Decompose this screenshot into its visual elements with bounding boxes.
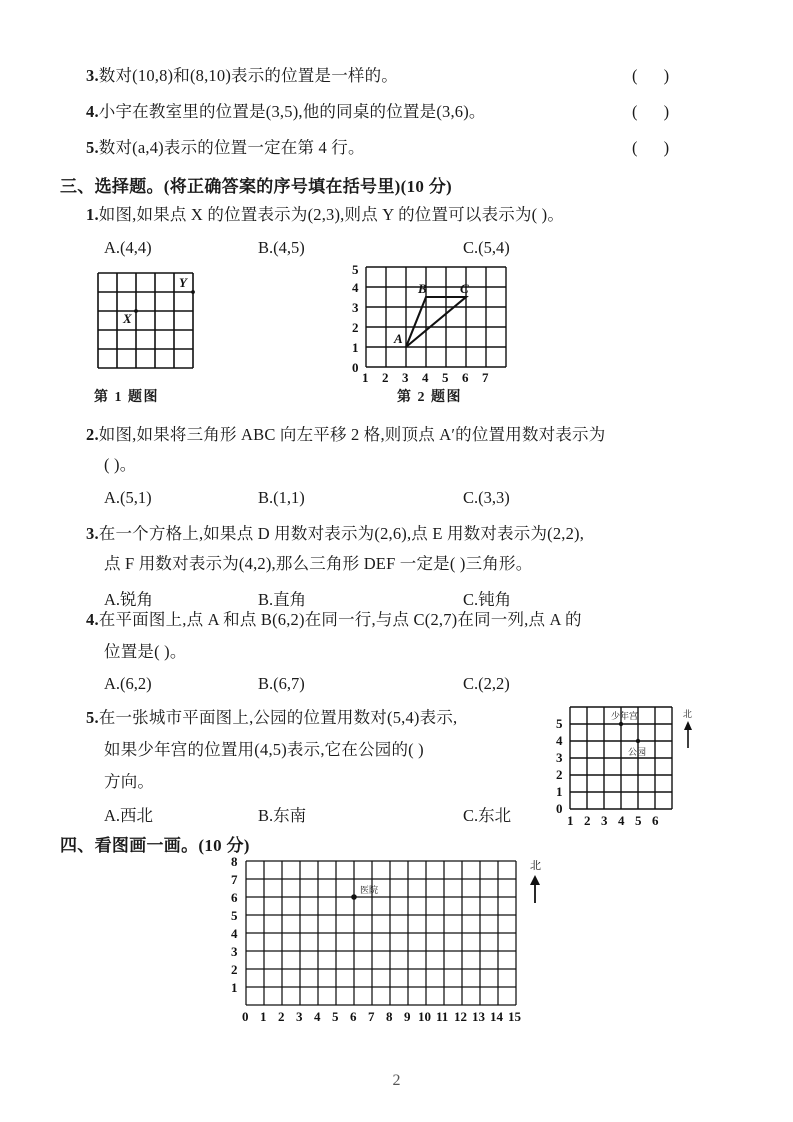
tf-item-3-number: 3.: [86, 66, 99, 85]
choice-q3-option-a[interactable]: A.锐角: [104, 590, 154, 609]
figure-5-park-dot: [636, 739, 640, 743]
figure-draw-xtick-8: 8: [386, 1009, 393, 1024]
figure-draw-xtick-0: 0: [242, 1009, 249, 1024]
choice-q3-number: 3.: [86, 524, 99, 543]
figure-draw-xtick-14: 14: [490, 1009, 503, 1024]
figure-draw-xtick-2: 2: [278, 1009, 285, 1024]
figure-2-vertex-a-label: A: [394, 331, 403, 346]
figure-draw-xtick-13: 13: [472, 1009, 485, 1024]
choice-q2-option-a[interactable]: A.(5,1): [104, 488, 152, 507]
figure-5-youth-palace-label: 少年宫: [611, 712, 639, 722]
tf-item-5: [86, 138, 365, 158]
choice-q4-option-b[interactable]: B.(6,7): [258, 674, 305, 693]
choice-q1-option-b[interactable]: B.(4,5): [258, 238, 305, 257]
figure-draw-ytick-2: 2: [231, 962, 238, 977]
figure-draw-xtick-12: 12: [454, 1009, 467, 1024]
figure-draw-xtick-10: 10: [418, 1009, 431, 1024]
choice-q1-option-a[interactable]: A.(4,4): [104, 238, 152, 257]
choice-q1-text: 如图,如果点 X 的位置表示为(2,3),则点 Y 的位置可以表示为( )。: [98, 205, 565, 224]
figure-draw-xtick-7: 7: [368, 1009, 375, 1024]
choice-q2-line-1: [86, 425, 605, 445]
figure-2-xtick-2: 2: [382, 370, 389, 383]
figure-5-north-arrow: [684, 721, 692, 748]
tf-item-4-answer-box[interactable]: ( ): [632, 102, 681, 121]
choice-q1-number: 1.: [86, 205, 99, 224]
figure-5-xtick-3: 3: [601, 813, 608, 828]
figure-5-city-grid: [550, 703, 740, 838]
tf-item-4-number: 4.: [86, 102, 99, 121]
figure-1-grid: [96, 271, 206, 371]
figure-5-xtick-5: 5: [635, 813, 642, 828]
figure-2-xtick-4: 4: [422, 370, 429, 383]
figure-2-xtick-1: 1: [362, 370, 369, 383]
figure-5-ytick-4: 4: [556, 733, 563, 748]
page-number: 2: [392, 1072, 401, 1089]
section-3-heading: 三、选择题。(将正确答案的序号填在括号里)(10 分): [60, 177, 452, 196]
choice-q4-text-1: 在平面图上,点 A 和点 B(6,2)在同一行,与点 C(2,7)在同一列,点 A 的: [98, 610, 582, 629]
figure-2-vertex-b-label: B: [418, 281, 427, 296]
choice-q4-number: 4.: [86, 610, 99, 629]
figure-draw-hospital-label: 医院: [360, 886, 379, 896]
tf-item-4: [86, 102, 486, 122]
figure-2-ytick-1: 1: [352, 340, 359, 355]
choice-q4-option-c[interactable]: C.(2,2): [463, 674, 510, 693]
figure-draw-grid[interactable]: [218, 855, 558, 1040]
choice-q2-line-2[interactable]: ( )。: [104, 455, 137, 474]
figure-draw-xtick-1: 1: [260, 1009, 267, 1024]
choice-q5-option-c[interactable]: C.东北: [463, 806, 512, 825]
choice-q5-line-1: [86, 708, 457, 728]
figure-1-point-y-label: Y: [179, 275, 187, 290]
figure-draw-xtick-9: 9: [404, 1009, 411, 1024]
choice-q3-line-2[interactable]: 点 F 用数对表示为(4,2),那么三角形 DEF 一定是( )三角形。: [104, 554, 533, 573]
choice-q1-line-1: [86, 205, 564, 225]
tf-item-3: [86, 66, 398, 86]
figure-2-xtick-3: 3: [402, 370, 409, 383]
figure-5-xtick-2: 2: [584, 813, 591, 828]
choice-q4-line-2[interactable]: 位置是( )。: [104, 642, 187, 661]
figure-1-point-x-dot: [134, 309, 138, 313]
figure-5-xtick-6: 6: [652, 813, 659, 828]
choice-q4-option-a[interactable]: A.(6,2): [104, 674, 152, 693]
choice-q5-line-2[interactable]: 如果少年宫的位置用(4,5)表示,它在公园的( ): [104, 740, 424, 759]
choice-q3-option-c[interactable]: C.钝角: [463, 590, 512, 609]
choice-q5-number: 5.: [86, 708, 99, 727]
figure-draw-ytick-3: 3: [231, 944, 238, 959]
figure-draw-ytick-1: 1: [231, 980, 238, 995]
figure-draw-hospital-dot: [351, 894, 357, 900]
figure-1-point-x-label: X: [123, 311, 132, 326]
tf-item-5-text: 数对(a,4)表示的位置一定在第 4 行。: [98, 138, 365, 157]
section-4-heading: 四、看图画一画。(10 分): [60, 836, 250, 855]
choice-q5-line-3: 方向。: [104, 772, 155, 791]
figure-5-park-label: 公园: [628, 748, 647, 758]
figure-draw-xtick-6: 6: [350, 1009, 357, 1024]
figure-2-caption: 第 2 题图: [397, 390, 462, 405]
figure-1-point-y-dot: [191, 290, 195, 294]
tf-item-3-answer-box[interactable]: ( ): [632, 66, 681, 85]
tf-item-4-text: 小宇在教室里的位置是(3,5),他的同桌的位置是(3,6)。: [98, 102, 486, 121]
choice-q2-number: 2.: [86, 425, 99, 444]
choice-q5-option-a[interactable]: A.西北: [104, 806, 154, 825]
figure-5-ytick-3: 3: [556, 750, 563, 765]
figure-5-youth-palace-dot: [619, 722, 623, 726]
figure-draw-ytick-6: 6: [231, 890, 238, 905]
figure-2-ytick-3: 3: [352, 300, 359, 315]
figure-draw-xtick-11: 11: [436, 1009, 449, 1024]
figure-2-ytick-4: 4: [352, 280, 359, 295]
figure-5-ytick-1: 1: [556, 784, 563, 799]
figure-2-xtick-5: 5: [442, 370, 449, 383]
figure-draw-xtick-4: 4: [314, 1009, 321, 1024]
choice-q5-option-b[interactable]: B.东南: [258, 806, 307, 825]
figure-draw-ytick-4: 4: [231, 926, 238, 941]
figure-2-ytick-2: 2: [352, 320, 359, 335]
figure-2-ytick-5: 5: [352, 263, 359, 277]
figure-2-xtick-7: 7: [482, 370, 489, 383]
figure-5-ytick-2: 2: [556, 767, 563, 782]
figure-5-compass-label: 北: [683, 710, 693, 720]
tf-item-5-answer-box[interactable]: ( ): [632, 138, 681, 157]
choice-q4-line-1: [86, 610, 582, 630]
choice-q5-text-1: 在一张城市平面图上,公园的位置用数对(5,4)表示,: [98, 708, 458, 727]
figure-5-xtick-4: 4: [618, 813, 625, 828]
figure-2-grid: [340, 263, 520, 383]
choice-q3-line-1: [86, 524, 584, 544]
figure-draw-ytick-7: 7: [231, 872, 238, 887]
figure-draw-ytick-5: 5: [231, 908, 238, 923]
choice-q2-option-c[interactable]: C.(3,3): [463, 488, 510, 507]
choice-q3-text-1: 在一个方格上,如果点 D 用数对表示为(2,6),点 E 用数对表示为(2,2),: [98, 524, 585, 543]
figure-draw-xtick-15: 15: [508, 1009, 521, 1024]
figure-5-ytick-0: 0: [556, 801, 563, 816]
choice-q1-option-c[interactable]: C.(5,4): [463, 238, 510, 257]
figure-draw-ytick-8: 8: [231, 855, 238, 869]
figure-draw-compass-label: 北: [530, 859, 541, 872]
tf-item-3-text: 数对(10,8)和(8,10)表示的位置是一样的。: [98, 66, 399, 85]
figure-draw-xtick-5: 5: [332, 1009, 339, 1024]
choice-q3-option-b[interactable]: B.直角: [258, 590, 307, 609]
figure-2-ytick-0: 0: [352, 360, 359, 375]
figure-5-ytick-5: 5: [556, 716, 563, 731]
choice-q2-option-b[interactable]: B.(1,1): [258, 488, 305, 507]
figure-1-caption: 第 1 题图: [94, 390, 159, 405]
figure-5-xtick-1: 1: [567, 813, 574, 828]
figure-2-vertex-c-label: C: [460, 281, 469, 296]
figure-draw-north-arrow: [530, 875, 540, 903]
figure-draw-xtick-3: 3: [296, 1009, 303, 1024]
tf-item-5-number: 5.: [86, 138, 99, 157]
figure-2-xtick-6: 6: [462, 370, 469, 383]
choice-q2-text-1: 如图,如果将三角形 ABC 向左平移 2 格,则顶点 A′的位置用数对表示为: [98, 425, 606, 444]
